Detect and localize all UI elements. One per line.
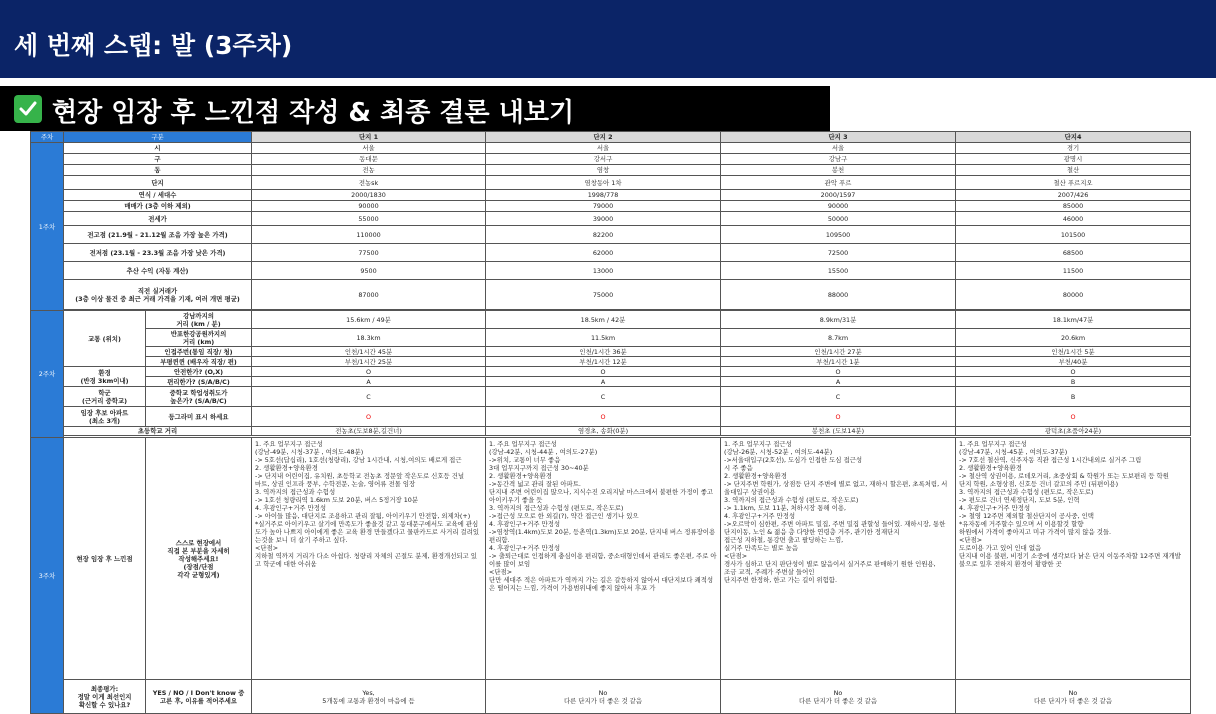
cell: 46000 (956, 212, 1191, 226)
cell: 서울 (252, 143, 486, 154)
cell: 염창 (486, 165, 721, 176)
cell: 인천/1시간 5분 (956, 347, 1191, 357)
cell: 88000 (721, 280, 956, 310)
table-row (31, 165, 1191, 176)
row-label: 구 (64, 154, 252, 165)
cell: 전농 (252, 165, 486, 176)
feel-cell-4 (956, 438, 1191, 680)
cell: 11.5km (486, 329, 721, 347)
table-row (31, 387, 1191, 407)
cell: 50000 (721, 212, 956, 226)
cell: 2000/1597 (721, 190, 956, 201)
danji-1-header: 단지 1 (252, 132, 486, 143)
cell: 15.6km / 49분 (252, 311, 486, 329)
cell: O (252, 367, 486, 377)
cell: 82200 (486, 226, 721, 244)
cell: 72500 (721, 244, 956, 262)
row-label: 시 (64, 143, 252, 154)
row-label: 편리한가? (S/A/B/C) (146, 377, 252, 387)
feel-text: 1. 주요 업무지구 접근성 (강남-26분, 시청-52분 , 여의도-44분) ->서울대입구(2호선), 도심가 인접한 도심 접근성 시 주 좋음 2. 생활환경+양육환경 -> 단지주변 학원가, 상점등 단지 주변에 별로 없고, 재하시 할은편, 초록처림, 서울대입구 상권이용 3. 역까지의 접근성과 수험성 (편도로, 작은도로) -> 1.1km, 도보 11분, 처하시장 통해 이용, 4. 후광인구+거주 만정성 ->오르막이 심한편, 주변 아파트 밀집, 주변 밀집 관할성 들어있. 재하시장, 통한 단지이동, 노인 & 젊음 층 다양한 연령층 거주, 관기한 정재단지 접근성 지하철, 통강면 출고 팔딩하는 느낌, 실거주 만족도는 별로 높음 <단점> 경사가 심하고 단지 판단성이 별로 않음이서 실거주로 판매하기 원한 인원용, 조금 교적, 주례가 주변살 들어인 단지주변 한정하, 한고 가는 길이 위험함. (724, 440, 948, 584)
cell: C (721, 387, 956, 407)
table-row (31, 212, 1191, 226)
table-row (31, 347, 1191, 357)
cell: 인천/1시간 27분 (721, 347, 956, 357)
cell: A (721, 377, 956, 387)
row-label: 연식 / 세대수 (64, 190, 252, 201)
group-label-final: 최종평가: 정말 이게 최선인지 확신할 수 있나요? (64, 680, 146, 714)
cell: C (252, 387, 486, 407)
row-label: 부평퀸퀸 (배우자 직장/ 편) (146, 357, 252, 367)
danji-3-header: 단지 3 (721, 132, 956, 143)
row-label: 매매가 (3층 이하 제외) (64, 201, 252, 212)
cell: 강남구 (721, 154, 956, 165)
cell: 79000 (486, 201, 721, 212)
week-2-label: 2주차 (31, 311, 64, 438)
cell: 강서구 (486, 154, 721, 165)
danji-4-header: 단지4 (956, 132, 1191, 143)
group-label-env: 환경 (반경 3km이내) (64, 367, 146, 387)
final-cell: Yes, 5개동에 교통과 환경이 마음에 듬 (252, 680, 486, 714)
row-label: 전세가 (64, 212, 252, 226)
cell: 20.6km (956, 329, 1191, 347)
final-cell: No 다른 단지가 더 좋은 것 같음 (956, 680, 1191, 714)
cell: 39000 (486, 212, 721, 226)
cell: 염경초, 송화(0분) (486, 427, 721, 436)
cell: 55000 (252, 212, 486, 226)
comparison-table (30, 131, 1191, 714)
cell: 90000 (721, 201, 956, 212)
worksheet (30, 131, 1190, 709)
table-row (31, 226, 1191, 244)
cell: 동대문 (252, 154, 486, 165)
cell: O (956, 367, 1191, 377)
cell: 전농sk (252, 176, 486, 190)
final-note: YES / NO / I Don't know 중 고른 후, 이유를 적어주세요 (146, 680, 252, 714)
cell: O (721, 367, 956, 377)
cell: O (956, 407, 1191, 427)
header-row (31, 132, 1191, 143)
cell: 광덕초(초품아24분) (956, 427, 1191, 436)
cell: 부천/40분 (956, 357, 1191, 367)
feel-cell-3 (721, 438, 956, 680)
table-row (31, 367, 1191, 377)
row-label: 직전 실거래가 (3층 이상 물건 중 최근 거래 가격을 기재, 여러 개면 평균) (64, 280, 252, 310)
cell: 철산 (956, 165, 1191, 176)
row-label: 인접주번(통임 직장/ 청) (146, 347, 252, 357)
cell: 77500 (252, 244, 486, 262)
cell: 9500 (252, 262, 486, 280)
final-cell: No 다른 단지가 더 좋은 것 같음 (486, 680, 721, 714)
cell: 광명시 (956, 154, 1191, 165)
feel-text: 1. 주요 업무지구 접근성 (강남-47분, 시청-45분 , 여의도-37분) -> 7호선 철산역, 신주자동 직관 접근성 1시간내외로 실거주 그림 2. 생활환경+양육환경 -> 철산역 상권이용, 로데오거리, 초중상회 & 학원가 또는 도보편리 등 학원 단지 학원, 소형상점, 신호등 건너 갈꼬의 주민 (뒤편이용) 3. 역까지의 접근성과 수험성 (편도로, 작은도로) -> 편도로 건너 연세정단지, 도보 5분, 인혁 4. 후광인구+거주 만정성 -> 철영 12주면 제외할 철산단지이 공사중, 인택 *유자동에 거주할수 있으며 서 이용할것 할향 하원에서 가격이 좋아지고 미규 가격이 많지 않음 것들. <단점> 도로이용 가고 있어 인대 없음 단지내 이용 불편, 비정기 소중에 생각보다 낡은 단지 이동주차할 12주면 재개발 불으로 있후 전하지 환경이 황량한 곳 (959, 440, 1181, 568)
table-row (31, 154, 1191, 165)
table-row (31, 201, 1191, 212)
group-label-apt: 임장 후보 아파트 (최소 3개) (64, 407, 146, 427)
table-row (31, 377, 1191, 387)
table-row (31, 680, 1191, 714)
final-cell: No 다른 단지가 더 좋은 것 같음 (721, 680, 956, 714)
week-1-label: 1주차 (31, 143, 64, 311)
week-header: 주차 (31, 132, 64, 143)
cell: 18.1km/47분 (956, 311, 1191, 329)
table-row (31, 176, 1191, 190)
cell: O (486, 407, 721, 427)
page-subtitle: 현장 임장 후 느낀점 작성 & 최종 결론 내보기 (52, 98, 575, 128)
table-row (31, 407, 1191, 427)
group-label-feel: 현장 임장 후 느낀점 (64, 438, 146, 680)
title-bar (0, 0, 1216, 78)
table-row (31, 311, 1191, 329)
cell: 인천/1시간 45분 (252, 347, 486, 357)
cell: 75000 (486, 280, 721, 310)
cell: 2007/426 (956, 190, 1191, 201)
danji-2-header: 단지 2 (486, 132, 721, 143)
row-label: 추산 수익 (자동 계산) (64, 262, 252, 280)
cell: B (956, 377, 1191, 387)
row-label: 등그라미 표시 하세요 (146, 407, 252, 427)
row-label: 단지 (64, 176, 252, 190)
page-title: 세 번째 스텝: 발 (3주차) (14, 31, 293, 60)
cell: 101500 (956, 226, 1191, 244)
table-row (31, 329, 1191, 347)
cell: 봉천초 (도보14분) (721, 427, 956, 436)
feel-text: 1. 주요 업무지구 접근성 (강남-42분, 시청-44분 , 여의도-27분) ->위치, 교통이 너무 좋음 3대 업무지구까지 접근성 30~40분 2. 생활환경+양육환경 ->동간격 넓고 관리 잘된 아파트. 단지내 주변 어린이집 많으나, 지식수진 오리지날 마스크에서 불편한 가정이 좋고 아이키우기 좋을 듯 3. 역까지의 접근성과 수험성 (편도로, 작은도로) ->접근성 모으로 한 외길(?), 약간 접근인 생기나 있으 4. 후광인구+거주 만정성 ->염창역(1.4km)도보 20분, 등촌역(1.3km)도보 20분, 단지내 버스 정류장이용 편리함. 4. 후광인구+거주 만정성 -> 출퇴근대로 인접하게 충심이용 편리함, 중소대형인데서 관리도 좋은편, 주로 아이를 많이 보임 <단점> 단만 세대주 적은 아파트가 역까지 가는 길은 갈등하지 않아서 대단지보다 쾌적성은 떨어지는 느낌, 가격이 가용범위내에 좋지 않아서 후포 가 (489, 440, 717, 592)
row-label: 안전한가? (O,X) (146, 367, 252, 377)
table-row (31, 244, 1191, 262)
cell: 8.9km/31분 (721, 311, 956, 329)
cell: 18.3km (252, 329, 486, 347)
table-row (31, 143, 1191, 154)
cell: 11500 (956, 262, 1191, 280)
cell: 염창동아 1차 (486, 176, 721, 190)
cell: 13000 (486, 262, 721, 280)
category-header: 구분 (64, 132, 252, 143)
cell: 80000 (956, 280, 1191, 310)
cell: 부천/1시간 25분 (252, 357, 486, 367)
table-row (31, 357, 1191, 367)
cell: 부천/1시간 1분 (721, 357, 956, 367)
table-row (31, 280, 1191, 310)
cell: 인천/1시간 36분 (486, 347, 721, 357)
feel-note: 스스로 현장에서 직접 본 부분을 자세히 작성해주세요! (장점/단점 각각 균형있게) (146, 438, 252, 680)
group-label-traffic: 교통 (위치) (64, 311, 146, 367)
cell: 62000 (486, 244, 721, 262)
cell: 전농초(도보8분,길건너) (252, 427, 486, 436)
table-row (31, 438, 1191, 680)
cell: 87000 (252, 280, 486, 310)
row-label: 강남까지의 거리 (km / 분) (146, 311, 252, 329)
feel-cell-2 (486, 438, 721, 680)
cell: 109500 (721, 226, 956, 244)
cell: 85000 (956, 201, 1191, 212)
feel-cell-1 (252, 438, 486, 680)
cell: 서울 (721, 143, 956, 154)
cell: 18.5km / 42분 (486, 311, 721, 329)
cell: 부천/1시간 12분 (486, 357, 721, 367)
cell: B (956, 387, 1191, 407)
row-label: 전저점 (23.1월 - 23.3월 조음 가장 낮은 가격) (64, 244, 252, 262)
cell: 서울 (486, 143, 721, 154)
row-label: 반포한강공원까지의 거리 (km) (146, 329, 252, 347)
row-label: 전고점 (21.9월 - 21.12월 조음 가장 높은 가격) (64, 226, 252, 244)
cell: 110000 (252, 226, 486, 244)
group-label-school: 학군 (근거리 중학교) (64, 387, 146, 407)
cell: O (486, 367, 721, 377)
cell: O (721, 407, 956, 427)
cell: 8.7km (721, 329, 956, 347)
cell: 2000/1830 (252, 190, 486, 201)
cell: A (252, 377, 486, 387)
cell: 90000 (252, 201, 486, 212)
table-row (31, 262, 1191, 280)
cell: 관악 푸르 (721, 176, 956, 190)
check-icon (14, 95, 42, 123)
cell: C (486, 387, 721, 407)
cell: 철산 푸르지오 (956, 176, 1191, 190)
cell: 68500 (956, 244, 1191, 262)
cell: O (252, 407, 486, 427)
table-row (31, 190, 1191, 201)
row-label: 중학교 학업성취도가 높은가? (S/A/B/C) (146, 387, 252, 407)
cell: 15500 (721, 262, 956, 280)
row-label: 동 (64, 165, 252, 176)
cell: 1998/778 (486, 190, 721, 201)
cell: 경기 (956, 143, 1191, 154)
feel-text: 1. 주요 업무지구 접근성 (강남-49분, 시청-37분 , 여의도-48분) -> 5호선(답십리), 1호선(청량리), 강남 1시간내, 시청,여의도 배로게 접근 2. 생활환경+양육환경 -> 단지내 어린이집, 유치원, 초등학교 전농초 정문앞 작은도로 신호등 건널 마트, 상권 인프라 풍부, 수학전문, 논술, 영어류 전몰 임장 3. 역까지의 접근성과 수험성 -> 1호선 청량리역 1.6km 도보 20분, 버스 5정거장 10분 4. 후광인구+거주 만정성 -> 아이들 많음, 대단지로 조용하고 관리 잘됨, 아이키우기 안전함, 외제차(+) *실거주로 아이키우고 살기에 만족도가 좋을것 같고 동대문구에서도 교육에 관심도가 높아 나쁘지 아이에게 좋은 교육 환경 만들겠다고 물판카드로 사거리 걸려있는것을 보니 더 살기 주하고 싶다. <단점> 지하철 역까지 거리가 다소 아쉽다. 청량리 자체의 곤절도 분제, 환경개선되고 있고 학군에 대한 아쉬움 (255, 440, 480, 568)
table-row (31, 427, 1191, 436)
cell: 봉천 (721, 165, 956, 176)
group-label-elem: 초등학교 거리 (64, 427, 252, 436)
subtitle-bar (0, 86, 830, 131)
cell: A (486, 377, 721, 387)
week-3-label: 3주차 (31, 438, 64, 714)
